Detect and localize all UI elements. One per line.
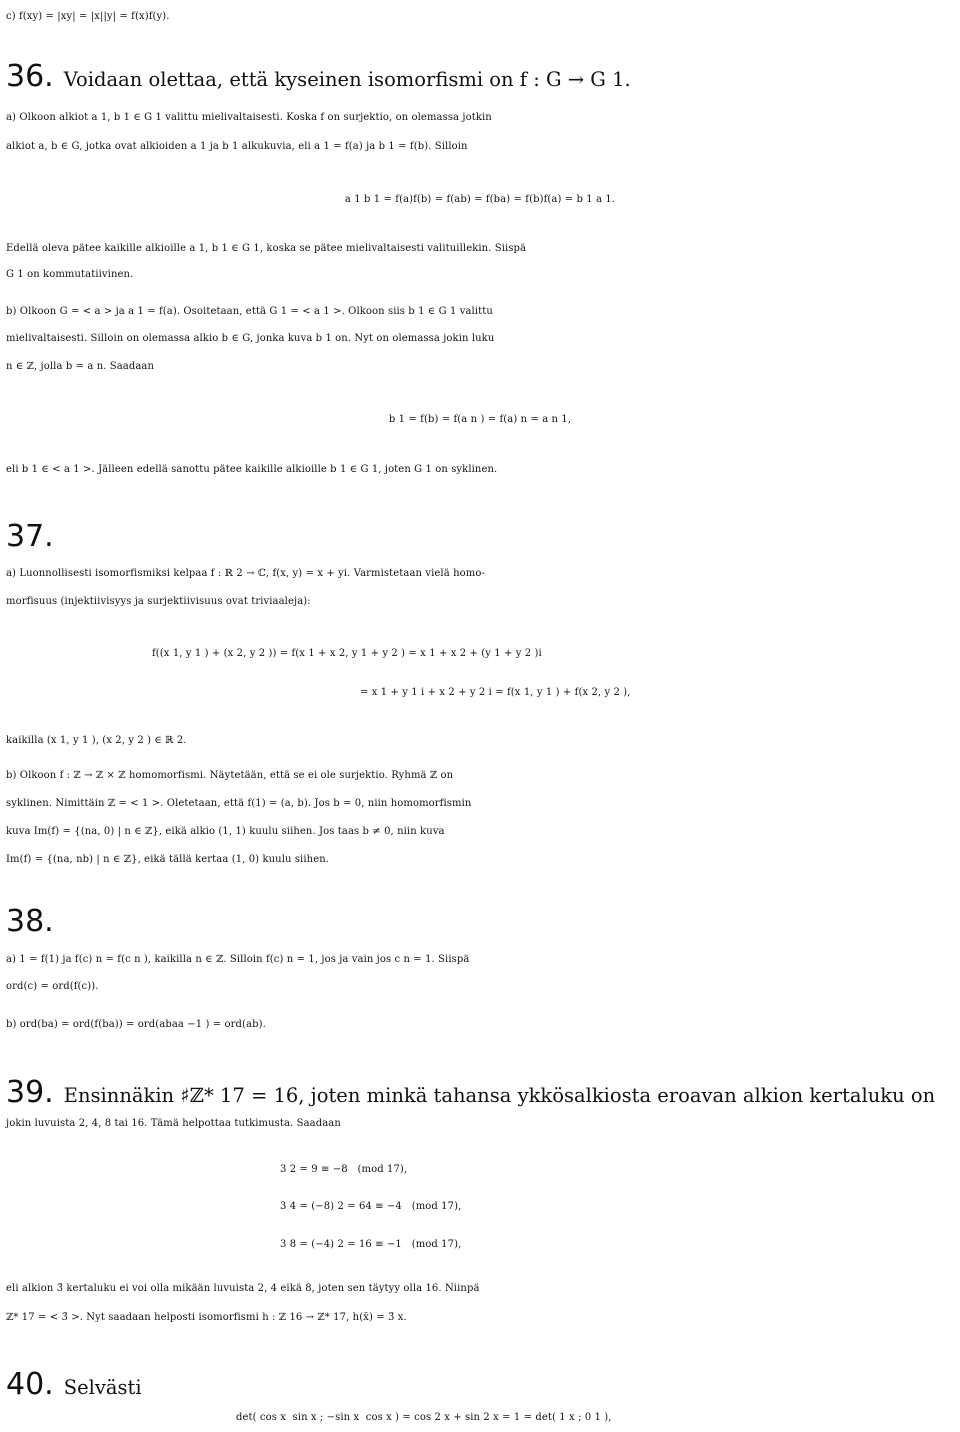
text-line: eli alkion 3̄ kertaluku ei voi olla mikään luvuista 2, 4 eikä 8, joten sen täytyy olla 16. Niinpä (6, 1283, 480, 1294)
text-line: c) f(xy) = |xy| = |x||y| = f(x)f(y). (6, 11, 170, 22)
text-line: a) 1 = f(1) ja f(c) n = f(c n ), kaikilla n ∈ ℤ. Silloin f(c) n = 1, jos ja vain jos c n = 1. Siispä (6, 954, 470, 965)
display-equation: b 1 = f(b) = f(a n ) = f(a) n = a n 1, (388, 414, 572, 425)
text-line: alkiot a, b ∈ G, jotka ovat alkioiden a 1 ja b 1 alkukuvia, eli a 1 = f(a) ja b 1 = f(b). Silloin (6, 141, 468, 152)
text-line: mielivaltaisesti. Silloin on olemassa alkio b ∈ G, jonka kuva b 1 on. Nyt on olemassa jokin luku (6, 333, 495, 344)
text-line: a) Luonnollisesti isomorfismiksi kelpaa f : ℝ 2 → ℂ, f(x, y) = x + yi. Varmistetaan vielä homo- (6, 568, 485, 579)
text-line: b) Olkoon f : ℤ → ℤ × ℤ homomorfismi. Näytetään, että se ei ole surjektio. Ryhmä ℤ on (6, 770, 454, 781)
text-line: eli b 1 ∈ < a 1 >. Jälleen edellä sanottu pätee kaikille alkioille b 1 ∈ G 1, joten G 1 on syklinen. (6, 464, 498, 475)
exercise-number: 37. (6, 519, 54, 554)
text-line: Ensinnäkin ♯ℤ* 17 = 16, joten minkä tahansa ykkösalkiosta eroavan alkion kertaluku on (63, 1084, 936, 1107)
text-line: b) ord(ba) = ord(f(ba)) = ord(abaa −1 ) = ord(ab). (6, 1019, 266, 1030)
display-equation: 3 4 = (−8) 2 = 64 ≡ −4 (mod 17), (280, 1201, 462, 1212)
text-line: n ∈ ℤ, jolla b = a n. Saadaan (6, 361, 155, 372)
text-line: Im(f) = {(na, nb) | n ∈ ℤ}, eikä tällä kertaa (1, 0) kuulu siihen. (6, 854, 330, 865)
display-equation: = x 1 + y 1 i + x 2 + y 2 i = f(x 1, y 1 ) + f(x 2, y 2 ), (360, 687, 631, 698)
section-heading-38 (6, 905, 54, 939)
display-equation: 3 8 = (−4) 2 = 16 ≡ −1 (mod 17), (280, 1239, 462, 1250)
exercise-number: 38. (6, 904, 54, 939)
section-heading-36 (6, 60, 631, 97)
text-line: G 1 on kommutatiivinen. (6, 269, 134, 280)
text-line: b) Olkoon G = < a > ja a 1 = f(a). Osoitetaan, että G 1 = < a 1 >. Olkoon siis b 1 ∈ G 1 valittu (6, 306, 493, 317)
exercise-number: 40. (6, 1367, 54, 1402)
section-heading-37 (6, 520, 54, 554)
display-equation: det( cos x sin x ; −sin x cos x ) = cos 2 x + sin 2 x = 1 = det( 1 x ; 0 1 ), (236, 1412, 612, 1423)
text-line: Edellä oleva pätee kaikille alkioille a 1, b 1 ∈ G 1, koska se pätee mielivaltaisesti valituillekin. Siispä (6, 243, 527, 254)
display-equation: f((x 1, y 1 ) + (x 2, y 2 )) = f(x 1 + x 2, y 1 + y 2 ) = x 1 + x 2 + (y 1 + y 2 )i (152, 648, 542, 659)
display-equation: a 1 b 1 = f(a)f(b) = f(ab) = f(ba) = f(b)f(a) = b 1 a 1. (344, 194, 616, 205)
text-line: Selvästi (63, 1376, 142, 1399)
exercise-number: 39. (6, 1075, 54, 1110)
text-line: kaikilla (x 1, y 1 ), (x 2, y 2 ) ∈ ℝ 2. (6, 735, 187, 746)
text-line: syklinen. Nimittäin ℤ = < 1 >. Oletetaan, että f(1) = (a, b). Jos b = 0, niin homomorfismin (6, 798, 472, 809)
text-line: kuva Im(f) = {(na, 0) | n ∈ ℤ}, eikä alkio (1, 1) kuulu siihen. Jos taas b ≠ 0, niin kuva (6, 826, 445, 837)
text-line: ℤ* 17 = < 3̄ >. Nyt saadaan helposti isomorfismi h : ℤ 16 → ℤ* 17, h(x̄) = 3̄ x. (6, 1312, 407, 1323)
display-equation: 3 2 = 9 ≡ −8 (mod 17), (280, 1164, 408, 1175)
text-line: jokin luvuista 2, 4, 8 tai 16. Tämä helpottaa tutkimusta. Saadaan (6, 1118, 341, 1129)
section-heading-40 (6, 1368, 142, 1405)
text-line: morfisuus (injektiivisyys ja surjektiivisuus ovat triviaaleja): (6, 596, 311, 607)
text-line: ord(c) = ord(f(c)). (6, 981, 99, 992)
section-heading-39 (6, 1076, 935, 1113)
text-line: a) Olkoon alkiot a 1, b 1 ∈ G 1 valittu mielivaltaisesti. Koska f on surjektio, on olemassa jotkin (6, 112, 492, 123)
text-line: Voidaan olettaa, että kyseinen isomorfismi on f : G → G 1. (63, 68, 631, 91)
exercise-number: 36. (6, 59, 54, 94)
